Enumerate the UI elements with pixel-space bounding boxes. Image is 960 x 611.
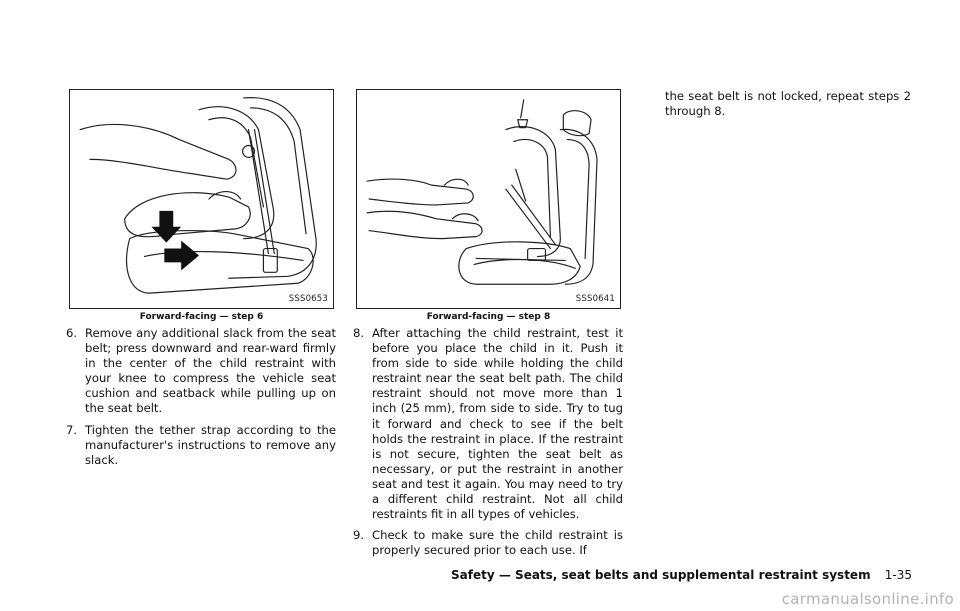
illustration-knee-press	[70, 90, 333, 308]
text-column-left	[66, 326, 336, 474]
step-number: 6.	[66, 326, 78, 340]
step-number: 9.	[353, 528, 365, 543]
figure-caption: Forward-facing — step 6	[139, 312, 264, 322]
step-text: After attaching the child restraint, test it before you place the child in it. Push it from side to side while holding the child restraint near the seat belt path. The child restraint should not move more than 1 inch (25 mm), from side to side. Try to tug it forward and check to see if the belt holds the restraint in place. If the restraint is not secure, tighten the seat belt as necessary, or put the restraint in another seat and test it again. You may need to try a different child restraint. Not all child restraints fit in all types of vehicles.	[372, 326, 623, 522]
page-number: 1-35	[884, 568, 912, 582]
arrow-right-icon	[164, 241, 199, 271]
step-number: 8.	[353, 326, 365, 340]
text-column-middle	[353, 326, 623, 564]
step-9-continuation: the seat belt is not locked, repeat steps 2 through 8.	[665, 89, 911, 119]
arrow-down-icon	[151, 211, 181, 243]
page-footer	[451, 568, 912, 582]
text-column-right	[665, 89, 911, 119]
step-9	[353, 528, 623, 558]
illustration-side-push-test	[357, 90, 620, 308]
figure-step-6	[69, 89, 334, 309]
figure-caption: Forward-facing — step 8	[426, 312, 551, 322]
figure-code: SSS0641	[575, 294, 615, 304]
step-8	[353, 326, 623, 522]
step-text: Remove any additional slack from the seat belt; press downward and rear-ward firmly in the center of the child restraint with your knee to compress the vehicle seat cushion and seatback while pulling up on the seat belt.	[85, 326, 336, 416]
step-text: Tighten the tether strap according to the manufacturer's instructions to remove any slack.	[85, 422, 336, 467]
footer-section-title: Safety — Seats, seat belts and supplemental restraint system	[451, 568, 871, 582]
watermark: carmanualsonline.info	[781, 590, 954, 608]
step-text: Check to make sure the child restraint is properly secured prior to each use. If	[372, 528, 623, 558]
step-6	[66, 326, 336, 417]
step-number: 7.	[66, 422, 78, 437]
figure-step-8	[356, 89, 621, 309]
figure-code: SSS0653	[288, 294, 328, 304]
step-7	[66, 423, 336, 468]
